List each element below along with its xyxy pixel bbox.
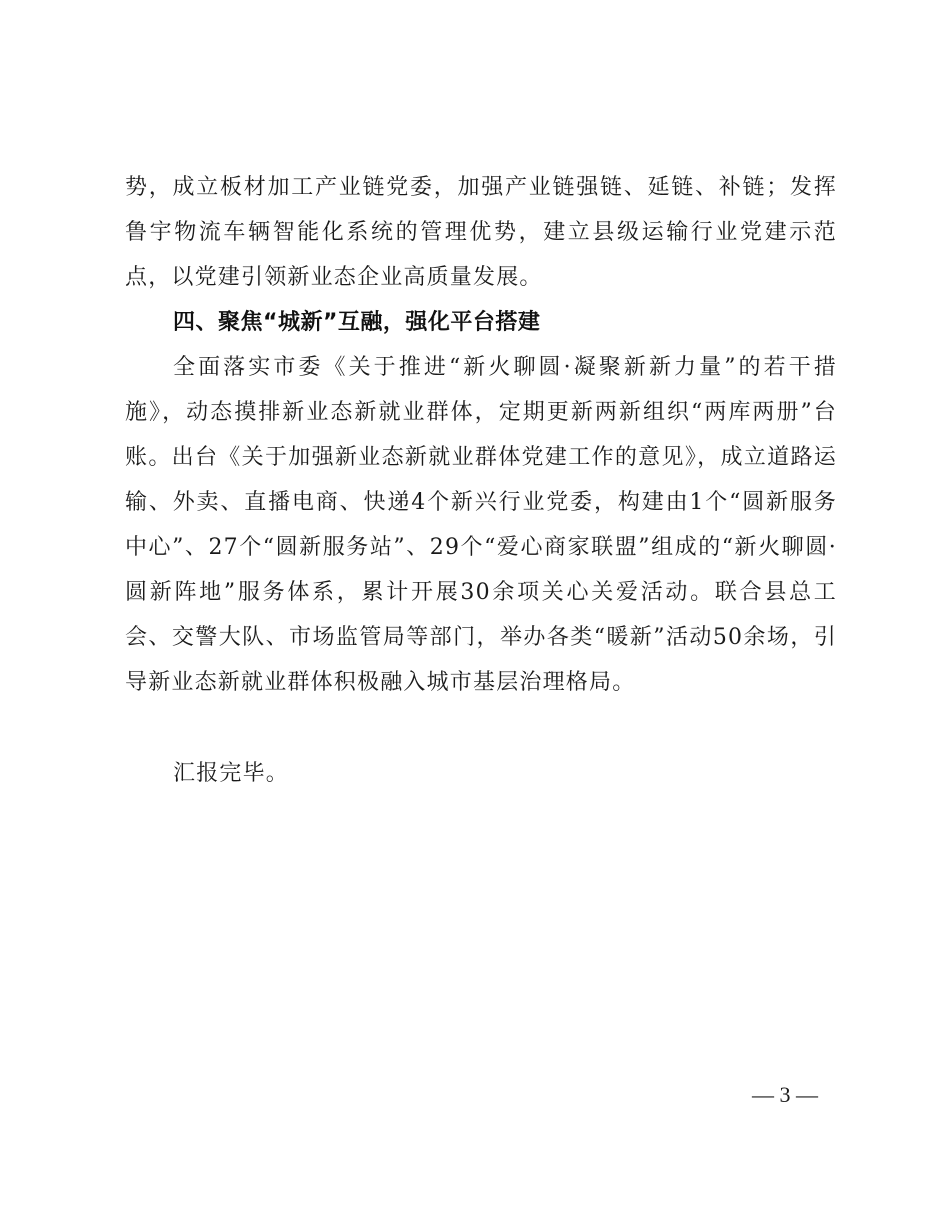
continued-paragraph: 势，成立板材加工产业链党委，加强产业链强链、延链、补链；发挥鲁宇物流车辆智能化系统的管理优势，建立县级运输行业党建示范点，以党建引领新业态企业高质量发展。 <box>125 175 837 290</box>
closing-remark: 汇报完毕。 <box>173 761 290 786</box>
section-paragraph: 全面落实市委《关于推进“新火聊圆·凝聚新新力量”的若干措施》，动态摸排新业态新就业群体，定期更新两新组织“两库两册”台账。出台《关于加强新业态新就业群体党建工作的意见》，成立道路运输、外卖、直播电商、快递4个新兴行业党委，构建由1个“圆新服务中心”、27个“圆新服务站”、29个“爱心商家联盟”组成的“新火聊圆·圆新阵地”服务体系，累计开展30余项关心关爱活动。联合县总工会、交警大队、市场监管局等部门，举办各类“暖新”活动50余场，引导新业态新就业群体积极融入城市基层治理格局。 <box>125 355 837 695</box>
page-number: — 3 — <box>752 1082 818 1107</box>
section-heading: 四、聚焦“城新”互融，强化平台搭建 <box>173 310 541 335</box>
